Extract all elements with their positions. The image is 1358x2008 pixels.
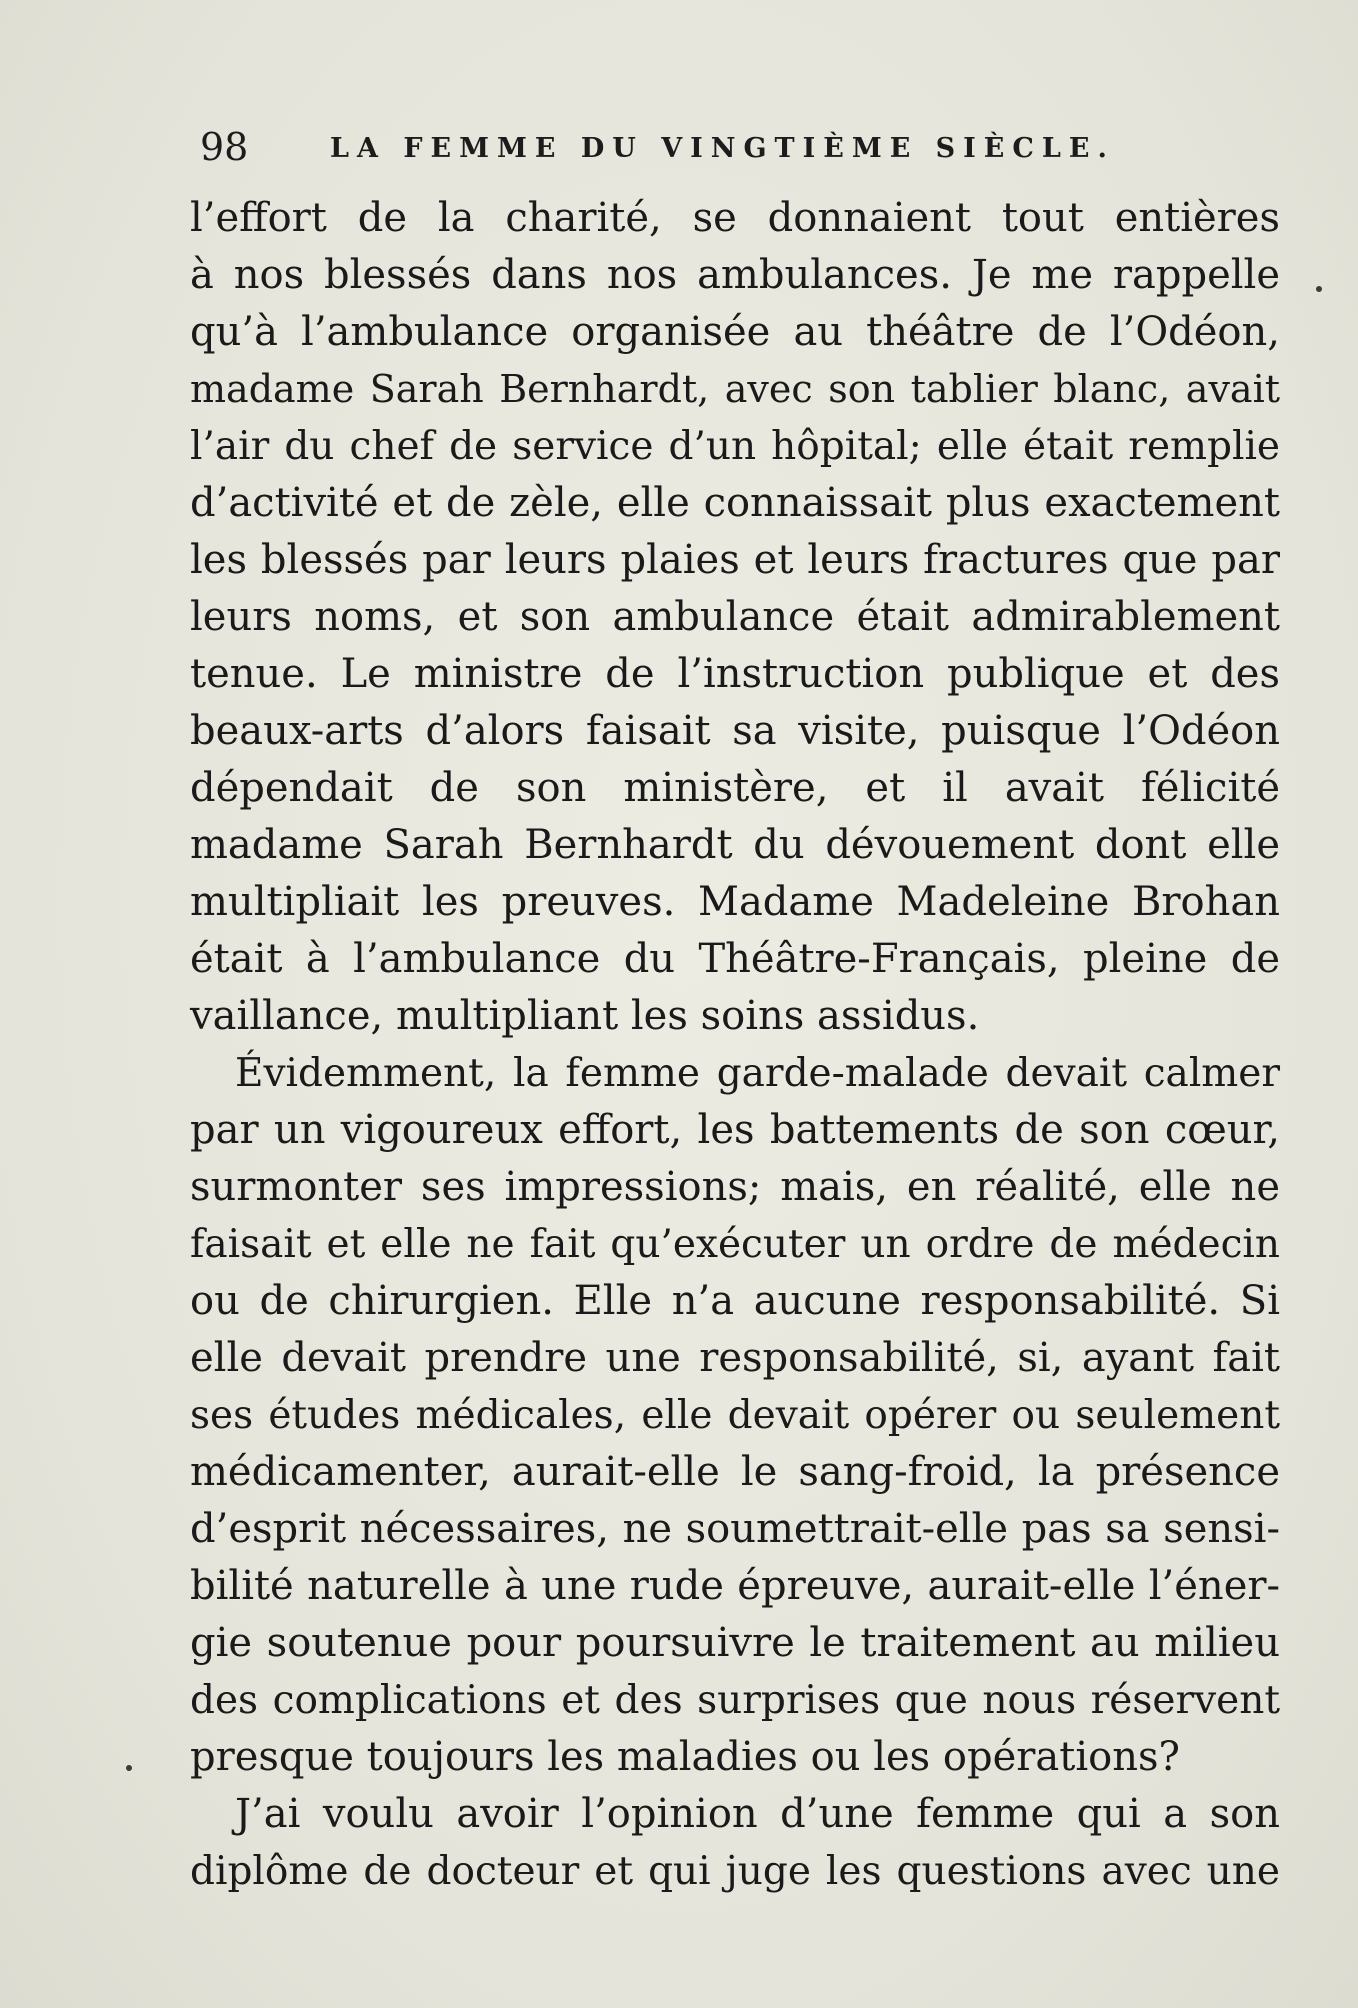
text-line: gie soutenue pour poursuivre le traitement au milieu (190, 1620, 1280, 1666)
text-line: leurs noms, et son ambulance était admirablement (190, 594, 1280, 640)
text-line: faisait et elle ne fait qu’exécuter un ordre de médecin (190, 1222, 1280, 1267)
text-line: les blessés par leurs plaies et leurs fractures que par (190, 537, 1280, 583)
paragraph-start-line: Évidemment, la femme garde-malade devait calmer (235, 1051, 1280, 1096)
paragraph-end-line: presque toujours les maladies ou les opérations? (190, 1734, 1180, 1780)
text-line: beaux-arts d’alors faisait sa visite, puisque l’Odéon (190, 708, 1280, 754)
text-line: dépendait de son ministère, et il avait félicité (190, 765, 1280, 811)
text-line: d’activité et de zèle, elle connaissait plus exactement (190, 480, 1280, 526)
text-line: médicamenter, aurait-elle le sang-froid, la présence (190, 1449, 1280, 1495)
text-line: surmonter ses impressions; mais, en réalité, elle ne (190, 1164, 1280, 1210)
body-text (190, 190, 1280, 1900)
text-line: d’esprit nécessaires, ne soumettrait-elle pas sa sensi- (190, 1506, 1280, 1552)
text-line: diplôme de docteur et qui juge les questions avec une (190, 1849, 1280, 1894)
text-line: tenue. Le ministre de l’instruction publique et des (190, 651, 1280, 697)
text-line: multipliait les preuves. Madame Madeleine Brohan (190, 879, 1280, 925)
text-line: l’air du chef de service d’un hôpital; elle était remplie (190, 424, 1280, 469)
text-line: elle devait prendre une responsabilité, si, ayant fait (190, 1335, 1280, 1381)
text-line: bilité naturelle à une rude épreuve, aurait-elle l’éner- (190, 1563, 1280, 1609)
text-line: madame Sarah Bernhardt, avec son tablier blanc, avait (190, 367, 1280, 411)
text-line: qu’à l’ambulance organisée au théâtre de l’Odéon, (190, 309, 1280, 355)
paper-speck (126, 1765, 132, 1771)
text-line: madame Sarah Bernhardt du dévouement dont elle (190, 822, 1280, 868)
page-number: 98 (200, 125, 249, 169)
running-title: LA FEMME DU VINGTIÈME SIÈCLE. (330, 133, 1115, 164)
text-line: à nos blessés dans nos ambulances. Je me rappelle (190, 252, 1280, 298)
text-line: ou de chirurgien. Elle n’a aucune responsabilité. Si (190, 1278, 1280, 1324)
text-line: des complications et des surprises que nous réservent (190, 1678, 1280, 1723)
text-line: par un vigoureux effort, les battements de son cœur, (190, 1107, 1280, 1153)
text-line: ses études médicales, elle devait opérer ou seulement (190, 1393, 1280, 1438)
running-head (200, 122, 1170, 172)
paragraph-end-line: vaillance, multipliant les soins assidus. (190, 993, 980, 1039)
text-line: était à l’ambulance du Théâtre-Français, pleine de (190, 936, 1280, 982)
text-line: l’effort de la charité, se donnaient tout entières (190, 195, 1280, 241)
paper-speck (1316, 286, 1322, 292)
paragraph-start-line: J’ai voulu avoir l’opinion d’une femme qui a son (235, 1791, 1280, 1837)
